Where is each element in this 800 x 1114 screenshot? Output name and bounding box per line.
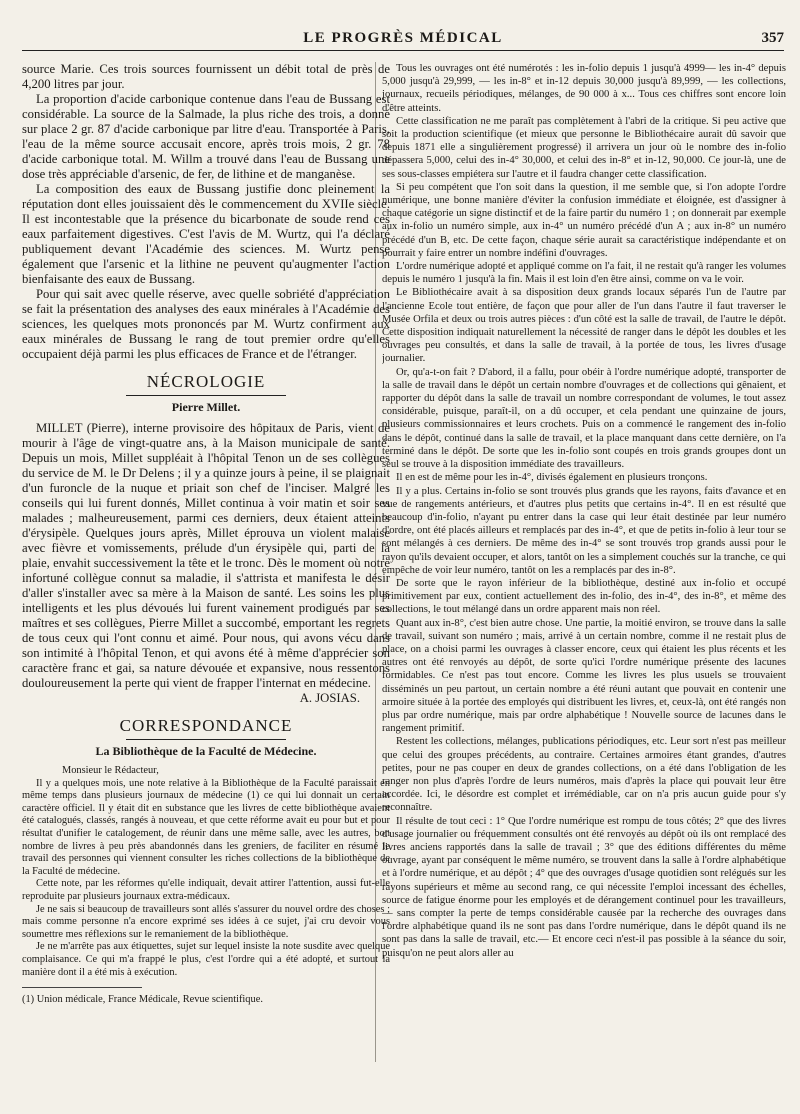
paragraph: La composition des eaux de Bussang justifie donc pleinement la réputation dont elles jouissaient dès le commencement du XVIIe siècle. Il est incontestable que la présence du bicarbonate de soude rend ces eaux parfaitement digestives. C'est l'avis de M. Wurtz, qui l'a déclaré publiquement devant l'Académie des sciences. M. Wurtz pense également que l'arsenic et la lithine ne peuvent qu'augmenter l'action bienfaisante des eaux de Bussang.: [22, 182, 390, 286]
paragraph: Si peu compétent que l'on soit dans la question, il me semble que, si l'on adopte l'ordre numérique, une bonne manière d'éviter la confusion immédiate et éloignée, est d'assigner à chaque catégorie un signe distinctif et de la faire partir du numéro 1 ; on donnerait par exemple aux in-folio un numéro simple, aux in-4° un numéro précédé d'un A ; aux in-8° un numéro précédé d'un B, etc. De cette façon, chaque série aurait sa caractéristique indépendante et on pourrait y faire entrer un nombre indéfini d'ouvrages.: [382, 181, 786, 259]
paragraph: Pour qui sait avec quelle réserve, avec quelle sobriété d'appréciation se fait la présentation des analyses des eaux minérales à l'Académie des sciences, les quelques mots prononcés par M. Wurtz confirment aux eaux minérales de Bussang le rang de tout premier ordre qu'elles occupaient déjà parmi les plus efficaces de France et de l'étranger.: [22, 287, 390, 361]
page-header: [22, 22, 784, 51]
paragraph: Or, qu'a-t-on fait ? D'abord, il a fallu, pour obéir à l'ordre numérique adopté, transporter de la salle de travail dans le dépôt un certain nombre d'ouvrages et de collections qui gênaient, et rapporter du dépôt dans la salle de travail un nombre correspondant de volumes, le tout assez considérable, puisque, paraît-il, on a dû occuper, et cela pendant une quinzaine de jours, plusieurs commissionnaires et leurs crochets. Puis on a commencé le rangement des in-folio dans le dépôt, continué dans la salle de travail, et la place manquant dans cette dernière, on l'a terminé dans le dépôt. De sorte que les in-folio sont coupés en trois grands groupes dont un seul se trouve à la disposition immédiate des travailleurs.: [382, 366, 786, 471]
obituary-subject: Pierre Millet.: [171, 400, 241, 414]
paragraph: Il y a quelques mois, une note relative à la Bibliothèque de la Faculté paraissait en même temps dans plusieurs journaux de médecine (1) ce qui lui donnait un certain caractère officiel. Il y était dit en substance que les livres de cette bibliothèque avaient été catalogués, classés, rangés à nouveau, et que cette réforme avait eu pour but et pour résultat d'unifier le catalogement, de réunir dans une même salle, avec les autres, bon nombre de livres à peu près abandonnés dans les greniers, de faciliter en résumé le travail des personnes qui viennent consulter les riches collections de la bibliothèque de la Faculté de médecine.: [22, 777, 390, 877]
paragraph: Tous les ouvrages ont été numérotés : les in-folio depuis 1 jusqu'à 4999— les in-4° depuis 5,000 jusqu'à 29,999, — les in-8° et in-12 depuis 30,000 jusqu'à 89,999, — les collections, journaux, recueils périodiques, mélanges, de 90 000 à x... Tous ces chiffres sont encore loin d'être atteints.: [382, 63, 786, 114]
paragraph: L'ordre numérique adopté et appliqué comme on l'a fait, il ne restait qu'à ranger les volumes depuis le numéro 1 jusqu'à la fin. Mais il est loin d'en être ainsi, comme on va le voir.: [382, 261, 786, 286]
paragraph: De sorte que le rayon inférieur de la bibliothèque, destiné aux in-folio et occupé primitivement par eux, contient actuellement des in-folio, des in-4°, des in-8°, et même des collections, le tout mélangé dans un ordre apparent mais non réel.: [382, 577, 786, 616]
paragraph: Je ne sais si beaucoup de travailleurs sont allés s'assurer du nouvel ordre des choses ; mais comme personne n'a encore exprimé ses idées à ce sujet, j'ai cru devoir vous soumettre mes réflexions sur le remaniement de la bibliothèque.: [22, 903, 390, 940]
footnote-rule: [22, 987, 142, 988]
paragraph: Cette note, par les réformes qu'elle indiquait, devait attirer l'attention, aussi fut-elle reproduite par plusieurs journaux extra-médicaux.: [22, 878, 390, 902]
obituary-text: MILLET (Pierre), interne provisoire des hôpitaux de Paris, vient de mourir à l'âge de vingt-quatre ans, à la Maison municipale de santé. Depuis un mois, Millet suppléait à l'hôpital Tenon un de ses collègues du service de M. le Dr Delens ; il y a quinze jours à peine, il se plaignait d'un furoncle de la nuque et priait son chef de l'inciser. Malgré les conseils qui lui furent donnés, Millet continua à voir matin et soir ses malades ; malheureusement, parmi ces derniers, deux étaient atteints d'érysipèle. Quelques jours après, Millet éprouva un violent malaise avec fièvre et vomissements, prélude d'un érysipèle qui, parti de la plaie, envahit successivement la tête et le tronc. Dès le moment où notre infortuné collègue connut sa maladie, il s'attrista et manifesta le désir d'aller s'installer avec sa mère à la Maison de santé. Les soins les plus intelligents et les plus dévoués lui furent vainement prodigués par ses maîtres et ses collègues, Pierre Millet a succombé, emportant les regrets de tous ceux qui l'ont connu et aimé. Pour nous, qui avons vécu dans son intimité à l'hôpital Tenon, et qui avons été à même d'apprécier son caractère franc et gai, sa nature dévouée et expansive, nous ressentons douloureusement la perte qui vient de frapper l'internat en médecine.: [22, 421, 390, 690]
correspondence-subject: La Bibliothèque de la Faculté de Médecine.: [95, 744, 317, 758]
heading-rule: [126, 739, 286, 740]
page-number: 357: [761, 30, 784, 46]
paragraph: Cette classification ne me paraît pas complètement à l'abri de la critique. Si peu active que soit la production scientifique (et mieux que personne le Bibliothécaire aurait dû savoir que depuis 1871 elle a singulièrement progressé) il arrivera un jour où le nombre des in-folio dépassera 5,000, celui des in-4° 30,000, et celui des in-8° et in-12, 90,000. Ce jour-là, une de ses sous-classes empiétera sur l'autre et il faudra changer cette classification.: [382, 115, 786, 180]
paragraph: Quant aux in-8°, c'est bien autre chose. Une partie, la moitié environ, se trouve dans la salle de travail, suivant son numéro ; mais, arrivé à un certain nombre, comme il ne restait plus de place, on a choisi parmi les ouvrages à classer encore, ceux qui étaient les plus récents et les autres ont été renvoyés au dépôt, de sorte qu'ici l'ordre numérique présente des lacunes formidables. Ce n'est pas tout encore. Comme les livres les plus usuels se trouvaient disséminés un peu partout, un certain nombre a été réuni autant que pouvait en contenir une armoire située à la portée des employés qui distribuent les livres, et, ceux-là, ont été rangés non plus par ordre numérique, mais par ordre alphabétique ! Nouvelle source de lacunes dans le rangement primitif.: [382, 617, 786, 735]
paragraph: La proportion d'acide carbonique contenue dans l'eau de Bussang est considérable. La source de la Salmade, la plus riche des trois, a donné sur place 2 gr. 87 d'acide carbonique par litre d'eau. Transportée à Paris, l'eau de la même source accusait encore, après trois mois, 2 gr. 78 d'acide carbonique total. M. Willm a trouvé dans l'eau de Bussang une dose très appréciable d'arsenic, de fer, de lithine et de manganèse.: [22, 92, 390, 181]
heading-rule: [126, 395, 286, 396]
paragraph: Il résulte de tout ceci : 1° Que l'ordre numérique est rompu de tous côtés; 2° que des livres d'usage journalier ou fréquemment consultés ont été renvoyés au dépôt où ils ont remplacé des livres anciens rapportés dans la salle de travail ; 3° que des éditions différentes du même ouvrage, ayant par conséquent le même numéro, se trouvent dans la salle à l'ordre alphabétique et à l'ordre numérique, et au dépôt ; 4° que des ouvrages d'usage quotidien sont relégués sur les rayons supérieurs et même au second rang, ce qui nécessite l'emploi incessant des échelles, source de fatigue énorme pour les employés et de dérangement continuel pour les travailleurs, — sans compter la perte de temps considérable causée par la recherche des ouvrages dans l'ordre alphabétique quand ils ne sont pas dans l'ordre numérique, dans le dépôt quand ils ne sont pas dans la salle de travail, etc.— Et encore ceci n'est-il pas possible à la séance du soir, puisqu'on ne peut alors aller au: [382, 815, 786, 959]
section-heading-necrologie: NÉCROLOGIE: [146, 372, 266, 391]
paragraph: Le Bibliothécaire avait à sa disposition deux grands locaux séparés l'un de l'autre par l'ancienne Ecole tout entière, de façon que pour aller de l'un dans l'autre il faut traverser le Musée Orfila et deux ou trois autres pièces : d'un côté est la salle de travail, de l'autre le dépôt. Cette disposition indiquait naturellement la nécessité de ranger dans le dépôt les doubles et les ouvrages peu consultés, et dans la salle de travail, à la portée de tous, les livres d'usage journalier.: [382, 287, 786, 365]
obituary-signature: A. JOSIAS.: [299, 691, 360, 705]
paragraph: Il en est de même pour les in-4°, divisés également en plusieurs tronçons.: [396, 472, 708, 484]
left-column: [22, 62, 390, 1102]
paragraph: Je ne m'arrête pas aux étiquettes, sujet sur lequel insiste la note susdite avec quelque complaisance. Ce qui m'a frappé le plus, c'est l'ordre qui a été adopté, et surtout la manière dont il a été mis à exécution.: [22, 941, 390, 978]
right-column: [382, 62, 786, 1102]
paragraph: Il y a plus. Certains in-folio se sont trouvés plus grands que les rayons, faits d'avance et en vue de rangements antérieurs, et d'autres plus petits que certains in-4°. Il en est résulté que beaucoup d'in-folio, n'ayant pu entrer dans la case qui leur était destinée par leur numéro d'ordre, ont été placés ailleurs et remplacés par des in-4°, et que de petits in-folio à leur tour se sont mélangés à ces derniers. De même des in-4° se sont trouvés trop grands aussi pour le rayon qu'ils devaient occuper, et alors, tantôt on les a simplement couchés sur la tranche, ce qui empêche de voir leur numéro, tantôt on les a remplacés par des in-8°.: [382, 485, 786, 576]
salutation: Monsieur le Rédacteur,: [62, 765, 159, 776]
section-heading-correspondance: CORRESPONDANCE: [119, 716, 293, 735]
footnote: (1) Union médicale, France Médicale, Revue scientifique.: [22, 994, 263, 1006]
paragraph: source Marie. Ces trois sources fournissent un débit total de près de 4,200 litres par jour.: [22, 62, 390, 91]
paragraph: Restent les collections, mélanges, publications périodiques, etc. Leur sort n'est pas meilleur que celui des groupes précédents, au contraire. Certaines armoires étant grandes, d'autres petites, pour ne pas couper en deux de grandes collections, on a été dans l'obligation de les ranger non plus d'après l'ordre de leurs numéros, mais d'après la place qui pouvait leur être accordée. Ici, le désordre est complet et irrémédiable, car on n'a pris aucun guide pour s'y reconnaître.: [382, 736, 786, 814]
publication-title: LE PROGRÈS MÉDICAL: [303, 30, 503, 46]
